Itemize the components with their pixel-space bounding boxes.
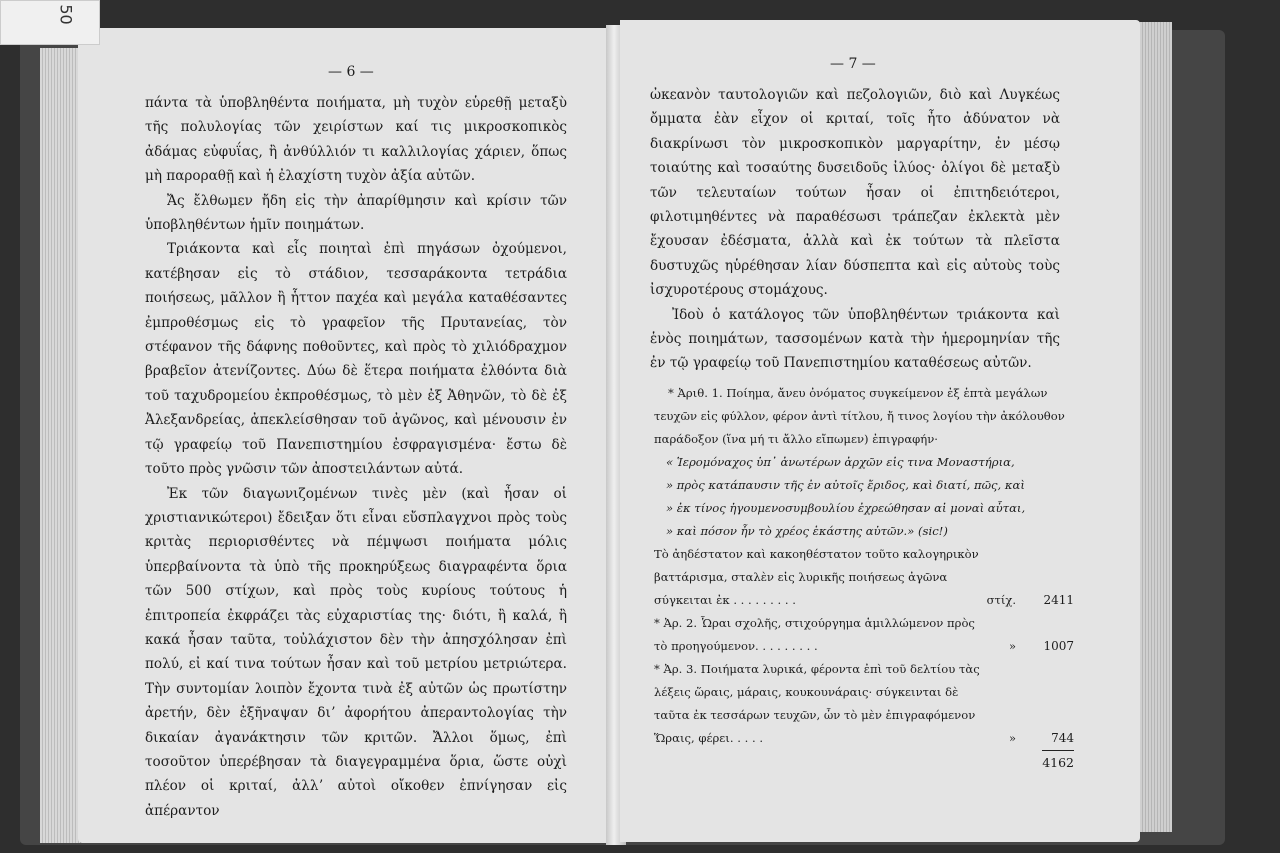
archive-tag	[0, 0, 100, 45]
page-number: — 7 —	[830, 56, 876, 72]
catalogue-total	[654, 750, 1074, 773]
entry-unit: »	[1008, 639, 1016, 653]
paragraph: Τριάκοντα καὶ εἷς ποιηταὶ ἐπὶ πηγάσων ὀχούμενοι, κατέβησαν εἰς τὸ στάδιον, τεσσαράκοντα τετράδια ποιήσεως, μᾶλλον ἢ ἧττον παχέα καὶ μεγάλα καταθέσαντες ἐμπροθέσμως εἰς τὸ γραφεῖον τῆς Πρυτανείας, τὸν στέφανον τῆς δάφνης ποθοῦντες, καὶ πρὸς τὸ χιλιόδραχμον βραβεῖον ἀτενίζοντες. Δύω δὲ ἕτερα ποιήματα ἐλθόντα διὰ τοῦ ταχυδρομείου ἐκπροθέσμως, τὸ μὲν ἐξ Ἀθηνῶν, τὸ δὲ ἐξ Ἀλεξανδρείας, ἀπεκλείσθησαν τοῦ ἀγῶνος, καὶ μένουσιν ἐν τῷ γραφείῳ τοῦ Πανεπιστημίου ἐσφραγισμένα· ἔστω δὲ τοῦτο πρὸς γνῶσιν τῶν ἀποστειλάντων αὐτά.	[145, 241, 567, 478]
entry-text: Τὸ ἀηδέστατον καὶ κακοηθέστατον τοῦτο καλογηρικὸν βαττάρισμα, σταλὲν εἰς λυρικῆς ποιήσεως ἀγῶνα σύγκειται ἐκ . . . . . . . . .	[654, 547, 979, 607]
quote-line: » καὶ πόσον ἦν τὸ χρέος ἑκάστης αὐτῶν.» (sic!)	[666, 524, 948, 538]
entry-text: * Ἀρ. 2. Ὧραι σχολῆς, στιχούργημα ἁμιλλώμενον πρὸς τὸ προηγούμενον. . . . . . . . .	[654, 616, 975, 653]
quote-line: » ἐκ τίνος ἡγουμενοσυμβουλίου ἐχρεώθησαν αἱ μοναὶ αὗται,	[666, 501, 1026, 515]
catalogue-entry	[654, 658, 1074, 750]
total-line-count: 4162	[1042, 750, 1074, 773]
page-number: — 6 —	[328, 64, 374, 80]
entry-line-count: 744	[1051, 731, 1074, 745]
catalogue-entry	[654, 543, 1074, 612]
archive-tag-label: 50	[56, 4, 76, 25]
left-page	[78, 28, 613, 843]
entry-line-count: 1007	[1043, 639, 1074, 653]
quote-line: « Ἱερομόναχος ὑπ᾽ ἀνωτέρων ἀρχῶν εἰς τινα Μοναστήρια,	[666, 455, 1015, 469]
catalogue-entry	[654, 612, 1074, 658]
quote-line: » πρὸς κατάπαυσιν τῆς ἐν αὐτοῖς ἔριδος, καὶ διατί, πῶς, καὶ	[666, 478, 1025, 492]
paragraph: πάντα τὰ ὑποβληθέντα ποιήματα, μὴ τυχὸν εὑρεθῇ μεταξὺ τῆς πολυλογίας τῶν χειρίστων καί τις μικροσκοπικὸς ἀδάμας εὐφυΐας, ἢ ἀνθύλλιόν τι καλλιλογίας χάριεν, ὅπως μὴ παροραθῇ καὶ ἡ ἐλαχίστη τυχὸν ἀξία αὐτῶν.	[145, 95, 567, 185]
left-page-edges	[40, 48, 80, 843]
right-page	[620, 20, 1140, 842]
paragraph: Ἄς ἔλθωμεν ἤδη εἰς τὴν ἀπαρίθμησιν καὶ κρίσιν τῶν ὑποβληθέντων ἡμῖν ποιημάτων.	[145, 192, 567, 234]
entry-unit: στίχ.	[986, 593, 1016, 607]
left-page-text	[145, 91, 567, 823]
entry-text: * Ἀρ. 3. Ποιήματα λυρικά, φέροντα ἐπὶ τοῦ δελτίου τὰς λέξεις ὥραις, μάραις, κουκουνάραις· σύγκεινται δὲ ταῦτα ἐκ τεσσάρων τευχῶν, ὧν τὸ μὲν ἐπιγραφόμενον Ὥραις, φέρει. . . . .	[654, 662, 980, 745]
entry-unit: »	[1008, 731, 1016, 745]
entry-line-count: 2411	[1043, 593, 1074, 607]
paragraph: ὠκεανὸν ταυτολογιῶν καὶ πεζολογιῶν, διὸ καὶ Λυγκέως ὄμματα ἐὰν εἶχον οἱ κριταί, τοῖς ἦτο ἀδύνατον νὰ διακρίνωσι τὸν μικροσκοπικὸν μαργαρίτην, ἐν μέσῳ τοιαύτης καὶ τοσαύτης δυσειδοῦς ἰλύος· ὀλίγοι δὲ μεταξὺ τῶν τελευταίων τούτων ἦσαν οἱ ἐπιτηδειότεροι, φιλοτιμηθέντες νὰ παραθέσωσι τράπεζαν ἐκλεκτὰ μὲν ἔχουσαν ἐδέσματα, ἀλλὰ καὶ ἐκ τούτων τὰ πλεῖστα δυστυχῶς ηὑρέθησαν λίαν δύσπεπτα καὶ εἰς αὐτοὺς τοὺς ἰσχυροτέρους στομάχους.	[650, 87, 1060, 299]
paragraph: Ἰδοὺ ὁ κατάλογος τῶν ὑποβληθέντων τριάκοντα καὶ ἑνὸς ποιημάτων, τασσομένων κατὰ τὴν ἡμερομηνίαν τῆς ἐν τῷ γραφείῳ τοῦ Πανεπιστημίου καταθέσεως αὐτῶν.	[650, 306, 1060, 372]
paragraph: Ἐκ τῶν διαγωνιζομένων τινὲς μὲν (καὶ ἦσαν οἱ χριστιανικώτεροι) ἔδειξαν ὅτι εἶναι εὔσπλαγχνοι πρὸς τοὺς κριτὰς περιορισθέντες νὰ πέμψωσι ποιήματα μόλις ὑπερβαίνοντα τὰ ὑπὸ τῆς προκηρύξεως διαγραφέντα ὅρια τῶν 500 στίχων, καὶ πρὸς τοὺς κυρίους τούτους ἡ ἐπιτροπεία ἐκφράζει τὰς εὐχαριστίας της· διότι, ἢ καλά, ἢ κακά ἦσαν ταῦτα, τοὐλάχιστον δὲν τὴν ἀπησχόλησαν ἐπὶ πολύ, εἰ καί τινα τούτων ἦσαν καὶ τοῦ μετρίου μετριώτερα. Τὴν συντομίαν λοιπὸν ἔχοντα τινὰ ἐξ αὐτῶν ὡς πρωτίστην ἀρετήν, δὲν ἐξῆναψαν διʼ ἀφορήτου ἀπεραντολογίας τὴν δικαίαν ἀγανάκτησιν τῶν κριτῶν. Ἄλλοι ὅμως, ἐπὶ τοσοῦτον ὑπερέβησαν τὰ διαγεγραμμένα ὅρια, ὥστε οὐχὶ πλέον οἱ κριταί, ἀλλʼ αὐτοὶ οἴκοθεν ἐπνίγησαν εἰς ἀπέραντον	[145, 485, 567, 819]
right-page-text	[650, 83, 1060, 376]
catalogue-note: * Ἀριθ. 1. Ποίημα, ἄνευ ὀνόματος συγκείμενον ἐξ ἑπτὰ μεγάλων τευχῶν εἰς φύλλον, φέρον ἀντὶ τίτλου, ἤ τινος λογίου τὴν ἀκόλουθον παράδοξον (ἵνα μή τι ἄλλο εἴπωμεν) ἐπιγραφήν·	[654, 386, 1065, 446]
poem-catalogue	[654, 382, 1074, 773]
